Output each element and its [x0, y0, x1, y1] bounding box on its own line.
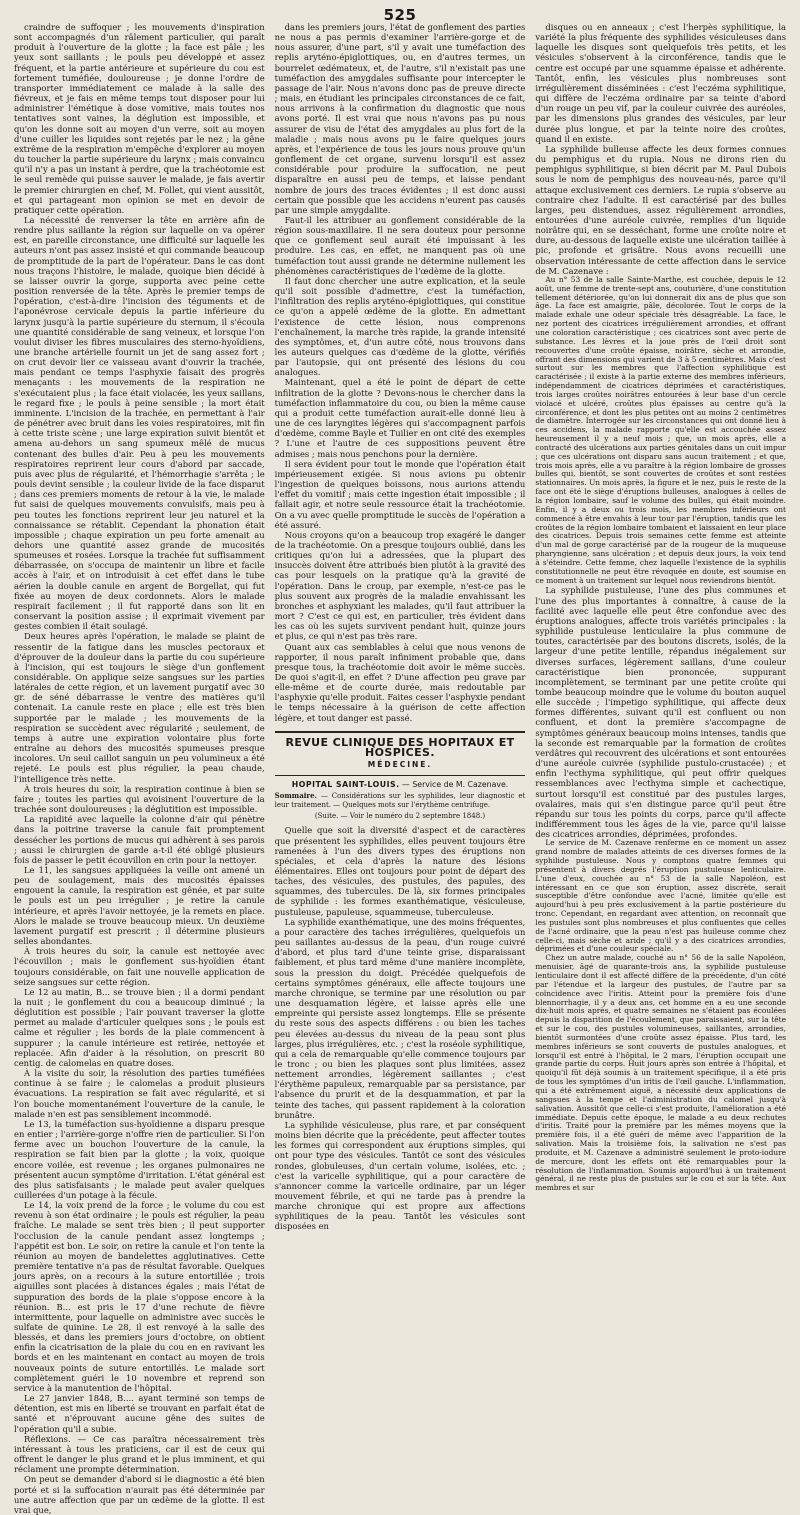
section-title: REVUE CLINIQUE DES HOPITAUX ET HOSPICES.	[285, 735, 515, 759]
summary	[275, 792, 526, 809]
paragraph: La syphilide pustuleuse, l'une des plus communes et l'une des plus importantes à connaître, à cause de la facilité avec laquelle elle peut être confondue avec des éruptions analogues, affecte trois variétés principales : la syphilide pustuleuse lenticulaire la plus commune de toutes, caractérisée par des boutons discrets, isolés, de la largeur d'une petite lentille, répandus inégalement sur diverses surfaces, légèrement saillans, d'une couleur caractéristique bien prononcée, suppurant incomplètement, se terminant par une petite croûte qui tombe beaucoup moindre que le volume du bouton auquel elle succède ; l'impetigo syphilitique, qui affecte deux formes différentes, suivant qu'il est confluent ou non confluent, et dont la première s'accompagne de symptômes généraux beaucoup moins intenses, tandis que la seconde est remarquable par la formation de croûtes verdâtres qui recouvrent des ulcérations et sont entourées d'une auréole cuivrée (syphilide pustulo-crustacée) ; et enfin l'ecthyma syphilitique, qui peut offrir quelques ressemblances avec l'ecthyma simple et cachectique, surtout lorsqu'il est constitué par des pustules larges, ovalaires, mais qui s'en distingue parce qu'il peut être répandu sur tous les points du corps, parce qu'il affecte indifféremment tous les âges de la vie, parce qu'il laisse des cicatrices arrondies, déprimées, profondes.	[535, 585, 787, 840]
paragraph: La rapidité avec laquelle la colonne d'air qui pénètre dans la poitrine traverse la canule fait promptement dessécher les portions de mucus qui adhèrent à ses parois ; aussi le chirurgien de garde a-t-il été obligé plusieurs fois de passer le petit écouvillon en crin pour la nettoyer.	[14, 814, 265, 865]
column-right	[535, 22, 787, 1193]
paragraph: On peut se demander d'abord si le diagnostic a été bien porté et si la suffocation n'aurait pas été déterminée par une autre affection que par un œdème de la glotte. Il est vrai que,	[14, 1474, 265, 1515]
right-middle-text	[535, 585, 786, 839]
hospital-service: — Service de M. Cazenave.	[402, 780, 509, 790]
hospital-line	[275, 780, 526, 790]
case-paragraph: Au n° 53 de la salle Sainte-Marthe, est couchée, depuis le 12 août, une femme de trente-sept ans, couturière, d'une constitution tellement détériorée, qu'on lui donnerait dix ans de plus que son âge. La face est amaigrie, pâle, décolorée. Tout le corps de la malade exhale une odeur spéciale très désagréable. La face, le nez portent des cicatrices irrégulièrement arrondies, et offrant une coloration caractéristique ; ces cicatrices sont avec perte de substance. Les lèvres et la joue près de l'œil droit sont recouvertes d'une croûte épaisse, noirâtre, sèche et arrondie, offrant des dimensions qui varient de 3 à 5 centimètres. Mais c'est surtout sur les membres que l'affection syphilitique est caractérisée ; il existe à la partie externe des membres inférieurs, indépendamment de cicatrices déprimées et caractéristiques, trois larges croûtes noirâtres entourées à leur base d'un cercle violacé et ulcéré, croûtes plus épaisses au centre qu'à la circonférence, et dont les plus petites ont au moins 2 centimètres de diamètre. Interrogée sur les circonstances qui ont donné lieu à ces accidens, la malade rapporte qu'elle est accouchée assez heureusement il y a neuf mois ; que, un mois après, elle a contracté des ulcérations aux parties génitales dans un cuit impur ; que ces ulcérations ont disparu sans aucun traitement ; et que, trois mois après, elle a vu paraître à la région lombaire de grosses bulles qui, bientôt, se sont couvertes de croûtes et sont restées stationnaires. Un mois après, la figure et le nez, puis le reste de la face ont été le siège d'éruptions bulleuses, analogues à celles de la région lombaire, sauf le volume des bulles, qui était moindre. Enfin, il y a deux ou trois mois, les membres inférieurs ont commencé à être envahis à leur tour par l'éruption, tandis que les croûtes de la région lombaire tombaient et laissaient en leur place des cicatrices. Depuis trois semaines cette femme est atteinte d'un mal de gorge caractérisé par de la rougeur de la muqueuse pharyngienne, sans ulcération ; et depuis deux jours, la voix tend à s'éteindre. Cette femme, chez laquelle l'existence de la syphilis constitutionnelle ne peut être révoquée en doute, est soumise en ce moment à un traitement sur lequel nous reviendrons bientôt.	[535, 274, 787, 585]
middle-top-text	[275, 22, 526, 723]
paragraph: Le 14, la voix prend de la force ; le volume du cou est revenu à son état ordinaire ; le pouls est régulier, la peau fraîche. Le malade se sent très bien ; il peut supporter l'occlusion de la canule pendant assez longtemps ; l'appétit est bon. Le soir, on retire la canule et l'on tente la réunion au moyen de bandelettes agglutinatives. Cette première tentative n'a pas de résultat favorable. Quelques jours après, on a recours à la suture entortillée ; trois aiguilles sont placées à distances égales ; mais l'état de suppuration des bords de la plaie s'oppose encore à la réunion. B... est pris le 17 d'une rechute de fièvre intermittente, pour laquelle on administre avec succès le sulfate de quinine. Le 28, il est renvoyé à la salle des blessés, et dans les premiers jours d'octobre, on obtient enfin la cicatrisation de la plaie du cou en en ravivant les bords et en les maintenant en contact au moyen de trois nouveaux points de suture entortillés. Le malade sort complètement guéri le 10 novembre et reprend son service à la manutention de l'hôpital.	[14, 1200, 265, 1393]
paragraph: Quelle que soit la diversité d'aspect et de caractères que présentent les syphilides, elles peuvent toujours être ramenées à l'un des divers types des éruptions non spéciales, et cela d'après la nature des lésions élémentaires. Elles ont toujours pour point de départ des taches, des vésicules, des pustules, des papules, des squammes, des tubercules. De là, six formes principales de syphilide : les formes exanthématique, vésiculeuse, pustuleuse, papuleuse, squammeuse, tuberculeuse.	[274, 825, 526, 917]
paragraph: À trois heures du soir, la respiration continue à bien se faire ; toutes les parties qui avoisinent l'ouverture de la trachée sont douloureuses ; la déglutition est impossible.	[14, 783, 265, 815]
paragraph: Réflexions. — Ce cas paraîtra nécessairement très intéressant à tous les praticiens, car il est de ceux qui offrent le danger le plus grand et le plus imminent, et qui réclament une prompte détermination.	[14, 1433, 265, 1475]
summary-label: Sommaire.	[274, 791, 317, 801]
paragraph: Nous croyons qu'on a beaucoup trop exagéré le danger de la trachéotomie. On a presque toujours oublié, dans les critiques qu'on lui a adressées, que la plupart des insuccès doivent être attribués bien plutôt à la gravité des cas pour lesquels on la pratique qu'à la gravité de l'opération. Dans le croup, par exemple, n'est-ce pas le plus souvent aux progrès de la maladie envahissant les bronches et asphyxiant les malades, qu'il faut attribuer la mort ? C'est ce qui est, en particulier, très évident dans les cas où les sujets survivent pendant huit, quinze jours et plus, ce qui n'est pas très rare.	[274, 529, 526, 642]
hospital-name: HOPITAL SAINT-LOUIS.	[291, 780, 400, 790]
paragraph: Il sera évident pour tout le monde que l'opération était impérieusement exigée. Si nous avions pu obtenir l'ingestion de quelques boissons, nous aurions attendu l'effet du vomitif ; mais cette ingestion était impossible ; il fallait agir, et notre seule ressource était la trachéotomie. On a vu avec quelle promptitude le succès de l'opération a été assuré.	[274, 458, 526, 530]
case-observation-1	[535, 276, 786, 586]
section-header	[275, 731, 526, 776]
paragraph: La nécessité de renverser la tête en arrière afin de rendre plus saillante la région sur laquelle on va opérer est, en pareille circonstance, une difficulté sur laquelle les auteurs n'ont pas assez insisté et qui commande beaucoup de promptitude de la part de l'opérateur. Dans le cas dont nous traçons l'histoire, le malade, quoique bien décidé à se laisser ouvrir la gorge, supporta avec peine cette position renversée de la tête. Après le premier temps de l'opération, c'est-à-dire l'incision des téguments et de l'aponévrose cervicale depuis la partie inférieure du larynx jusqu'à la partie supérieure du sternum, il s'écoula une quantité considérable de sang veineux, et lorsque l'on voulut diviser les fibres musculaires des sterno-hyoïdiens, une branche artérielle fournit un jet de sang assez fort ; on crut devoir lier ce vaisseau avant d'ouvrir la trachée, mais pendant ce temps l'asphyxie faisait des progrès menaçants : les mouvements de la respiration ne s'exécutaient plus ; la face était violacée, les yeux saillans, le regard fixe ; le pouls à peine sensible ; la mort était imminente. L'incision de la trachée, en permettant à l'air de pénétrer avec bruit dans les voies respiratoires, mit fin à cette triste scène ; une large expiration suivit bientôt et amena au-dehors un sang spumeux mêlé de mucus contenant des bulles d'air. Peu à peu les mouvements respiratoires reprirent leur cours d'abord par saccade, puis avec plus de régularité, et l'hémorrhagie s'arrêta ; le pouls devint sensible ; la couleur livide de la face disparut ; dans ces premiers moments de retour à la vie, le malade fut saisi de quelques mouvements convulsifs, mais peu à peu toutes les fonctions reprirent leur jeu naturel et la connaissance se rétablit. Cependant la phonation était impossible ; chaque expiration un peu forte amenait au dehors une quantité assez grande de mucosités spumeuses et rosées. Lorsque la trachée fut suffisamment débarrassée, on s'occupa de maintenir un libre et facile accès à l'air, et on introduisit à cet effet dans le tube aérien la double canule en argent de Borgellat, qui fut fixée au moyen de deux cordonnets. Alors le malade respirait facilement ; il fut rapporté dans son lit en conservant la position assise ; il exprimait vivement par gestes combien il était soulagé.	[14, 214, 265, 632]
paragraph: Le 13, la tuméfaction sus-hyoïdienne a disparu presque en entier ; l'arrière-gorge n'offre rien de particulier. Si l'on ferme avec un bouchon l'ouverture de la canule, la respiration se fait bien par la glotte ; la voix, quoique encore voilée, est revenue ; les organes pulmonaires ne présentent aucun symptôme d'irritation. L'état général est des plus satisfaisants ; le malade peut avaler quelques cuillerées d'un potage à la fécule.	[14, 1118, 265, 1200]
paragraph: Quant aux cas semblables à celui que nous venons de rapporter, il nous paraît infiniment probable que, dans presque tous, la trachéotomie doit avoir le même succès. De quoi s'agit-il, en effet ? D'une affection peu grave par elle-même et de courte durée, mais redoutable par l'asphyxie qu'elle produit. Faites cesser l'asphyxie pendant le temps nécessaire à la guérison de cette affection légère, et tout danger est passé.	[274, 641, 526, 723]
paragraph: dans les premiers jours, l'état de gonflement des parties ne nous a pas permis d'examiner l'arrière-gorge et de nous assurer, d'une part, s'il y avait une tuméfaction des replis aryténo-épiglottiques, ou, en d'autres termes, un bourrelet œdémateux, et, de l'autre, s'il n'existait pas une tuméfaction des amygdales suffisante pour intercepter le passage de l'air. Nous n'avons donc pas de preuve directe ; mais, en étudiant les principales circonstances de ce fait, nous arrivons à la confirmation du diagnostic que nous avons porté. Il est vrai que nous n'avons pas pu nous assurer de visu de l'état des amygdales au plus fort de la maladie ; mais nous avons pu le faire quelques jours après, et l'expérience de tous les jours nous prouve qu'un gonflement de cet organe, survenu lorsqu'il est assez considérable pour produire la suffocation, ne peut disparaître en aussi peu de temps, et laisse pendant nombre de jours des traces évidentes ; il est donc aussi certain que possible que les accidens n'eurent pas causés par une simple amygdalite.	[274, 22, 526, 215]
paragraph: Le 11, les sangsues appliquées la veille ont amené un peu de soulagement, mais des mucosités épaisses engouent la canule, la respiration est gênée, et par suite le pouls est un peu irrégulier ; je retire la canule intérieure, et après l'avoir nettoyée, je la remets en place. Alors le malade se trouve beaucoup mieux. Un deuxième lavement purgatif est prescrit ; il détermine plusieurs selles abondantes.	[14, 864, 265, 947]
paragraph: Maintenant, quel a été le point de départ de cette infiltration de la glotte ? Devons-nous le chercher dans la tuméfaction inflammatoire du cou, ou bien la même cause qui a produit cette tuméfaction aurait-elle donné lieu à une de ces laryngites légères qui s'accompagnent parfois d'œdème, comme Bayle et Tuilier en ont cité des exemples ? L'une et l'autre de ces suppositions peuvent être admises ; mais nous penchons pour la dernière.	[274, 377, 526, 459]
column-middle	[274, 22, 526, 1232]
paragraph: À trois heures du soir, la canule est nettoyée avec l'écouvillon ; mais le gonflement sus-hyoïdien étant toujours considérable, on fait une nouvelle application de seize sangsues sur cette région.	[14, 946, 265, 987]
paragraph: Le 12 au matin, B... se trouve bien ; il a dormi pendant la nuit ; le gonflement du cou a beaucoup diminué ; la déglutition est possible ; l'air pouvant traverser la glotte permet au malade d'articuler quelques sons ; le pouls est calme et régulier ; les bords de la plaie commencent à suppurer ; la canule intérieure est retirée, nettoyée et replacée. Afin d'aider à la résolution, on prescrit 80 centig. de calomelas en quatre doses.	[14, 986, 265, 1068]
case-observation-2	[535, 839, 786, 1193]
paragraph: Le 27 janvier 1848, B.... ayant terminé son temps de détention, est mis en liberté se trouvant en parfait état de santé et n'éprouvant aucune gêne des suites de l'opération qu'il a subie.	[14, 1393, 265, 1434]
section-subtitle: MÉDECINE.	[367, 760, 433, 770]
paragraph: craindre de suffoquer ; les mouvements d'inspiration sont accompagnés d'un râlement particulier, qui paraît produit à l'ouverture de la glotte ; la face est pâle ; les yeux sont saillants ; le pouls peu développé et assez fréquent, et la partie antérieure et supérieure du cou est fortement tuméfiée, douloureuse ; je donne l'ordre de transporter immédiatement ce malade à la salle des fiévreux, et je fais en même temps tout disposer pour lui administrer l'émétique à dose vomitive, mais toutes nos tentatives sont vaines, la déglution est impossible, et qu'on les donne soit au moyen d'un verre, soit au moyen d'une cuiller les liquides sont rejetés par le nez ; la gêne extrême de la respiration m'empêche d'explorer au moyen du toucher la partie supérieure du larynx ; mais convaincu qu'il n'y a pas un instant à perdre, que la trachéotomie est le seul remède qui puisse sauver le malade, je fais avertir le premier chirurgien en chef, M. Follet, qui vient aussitôt, et qui partageant mon opinion se met en devoir de pratiquer cette opération.	[14, 22, 265, 215]
paragraph: disques ou en anneaux ; c'est l'herpès syphilitique, la variété la plus fréquente des syphilides vésiculeuses dans laquelle les disques sont quelquefois très petits, et les vésicules s'observent à la circonférence, tandis que le centre est occupé par une squamme épaisse et adhérente. Tantôt, enfin, les vésicules plus nombreuses sont irrégulièrement disséminées : c'est l'eczéma syphilitique, qui diffère de l'eczéma ordinaire par sa teinte d'abord d'un rouge un peu vif, par la couleur cuivrée des auréoles, par les dimensions plus grandes des vésicules, par leur durée plus longue, et par la teinte noire des croûtes, quand il en existe.	[535, 22, 787, 144]
paragraph: Deux heures après l'opération, le malade se plaint de ressentir de la fatigue dans les muscles pectoraux et d'éprouver de la douleur dans la partie du cou supérieure à l'incision, qui est toujours le siège d'un gonflement considérable. On applique seize sangsues sur les parties latérales de cette région, et un lavement purgatif avec 30 gr. de séné débarrasse le ventre des matières qu'il contenait. La canule reste en place ; elle est très bien supportée par le malade ; les mouvements de la respiration se succèdent avec régularité ; seulement, de temps à autre une expiration volontaire plus forte entraîne au dehors des mucosités spumeuses presque incolores. Un seul caillot sanguin un peu volumineux a été rejeté. Le pouls est plus régulier, la peau chaude, l'intelligence très nette.	[14, 631, 265, 784]
section-rule-top	[275, 731, 526, 733]
paragraph: Faut-il les attribuer au gonflement considérable de la région sous-maxillaire. Il ne sera douteux pour personne que ce gonflement seul aurait été impuissant à les produire. Les cas, en effet, ne manquent pas où une tuméfaction tout aussi grande ne détermine nullement les phénomènes caractéristiques de l'œdème de la glotte.	[274, 214, 526, 276]
case-paragraph: Le service de M. Cazenave renferme en ce moment un assez grand nombre de malades atteints de ces diverses formes de la syphilide pustuleuse. Nous y comptons quatre femmes qui présentent à divers degrés l'éruption pustuleuse lenticulaire. L'une d'eux, couchée au n° 53 de la salle Napoléon, est intéressant en ce que son éruption, assez discrète, serait susceptible d'être confondue avec l'acné, limitée qu'elle est aujourd'hui à peu près exclusivement à la partie postérieure du tronc. Cependant, en regardant avec attention, on reconnaît que les pustules sont plus nombreuses et plus confluentes que celles de l'acné ordinaire, que la peau n'est pas huileuse comme chez celle-ci, mais sèche et aride ; qu'il y a des cicatrices arrondies, déprimées et d'une couleur spéciale.	[535, 838, 787, 954]
continuation-note: (Suite. — Voir le numéro du 2 septembre 1848.)	[314, 812, 486, 821]
right-top-text	[535, 22, 786, 276]
text-columns	[14, 22, 787, 1515]
paragraph: La syphilide exanthématique, une des moins fréquentes, a pour caractère des taches irrégulières, quelquefois un peu saillantes au-dessus de la peau, d'un rouge cuivré d'abord, et plus tard d'une teinte grise, disparaissant faiblement, et plus tard même d'une manière incomplète, sous la pression du doigt. Précédée quelquefois de certains symptômes généraux, elle affecte toujours une marche chronique, se termine par une résolution ou par une desquamation légère, et laisse après elle une empreinte qui persiste assez longtemps. Elle se présente du reste sous des aspects différens : ou bien les taches peu élevées au-dessus du niveau de la peau sont plus larges, plus irrégulières, etc. ; c'est la roséole syphilitique, qui a cela de remarquable qu'elle commence toujours par le tronc ; ou bien les plaques sont plus limitées, assez nettement arrondies, légèrement saillantes ; c'est l'érythème papuleux, remarquable par sa persistance, par l'absence du prurit et de la desquammation, et par la teinte des taches, qui passent rapidement à la coloration brunâtre.	[274, 916, 526, 1120]
section-rule-bottom	[275, 775, 526, 776]
paragraph: Il faut donc chercher une autre explication, et la seule qu'il soit possible d'admettre, c'est la tuméfaction, l'infiltration des replis aryténo-épiglottiques, qui constitue ce qu'on a appelé œdème de la glotte. En admettant l'existence de cette lésion, nous comprenons l'enchaînement, la marche très rapide, la grande intensité des symptômes, et, d'un autre côté, nous trouvons dans les auteurs quelques cas d'œdème de la glotte, vérifiés par l'autopsie, qui ont présenté des lésions du cou analogues.	[274, 275, 526, 378]
paragraph: À la visite du soir, la résolution des parties tuméfiées continue à se faire ; le calomelas a produit plusieurs évacuations. La respiration se fait avec régularité, et si l'on bouche momentanément l'ouverture de la canule, le malade n'en est pas sensiblement incommodé.	[14, 1068, 265, 1119]
case-paragraph: Chez un autre malade, couché au n° 56 de la salle Napoléon, menuisier, âgé de quarante-trois ans, la syphilide pustuleuse lenticulaire dont il est affecté diffère de la précédente, d'un côté par l'étendue et la largeur des pustules, de l'autre par sa coïncidence avec l'iritis. Atteint pour la première fois d'une blennorrhagie, il y a deux ans, cet homme en a eu une seconde dix-huit mois après, et quatre semaines ne s'étaient pas écoulées depuis la disparition de l'écoulement, que paraissaient, sur la tête et sur le cou, des pustules volumineuses, saillantes, arrondies, bientôt surmontées d'une croûte assez épaisse. Plus tard, les membres inférieurs se sont couverts de pustules analogues, et lorsqu'il est entré à l'hôpital, le 2 mars, l'éruption occupait une grande partie du corps. Huit jours après son entrée à l'hôpital, et quoiqu'il fût déjà soumis à un traitement spécifique, il a été pris de tous les symptômes d'un iritis de l'œil gauche. L'inflammation, qui a été extrêmement aiguë, a nécessité deux applications de sangsues à la tempe et l'administration du calomel jusqu'à salivation. Aussitôt que celle-ci s'est produite, l'amélioration a été immédiate. Depuis cette époque, le malade a eu deux rechutes d'iritis. Traité pour la première par les mêmes moyens que la première fois, il a été guéri de même avec l'apparition de la salivation. Mais la troisième fois, la salivation ne s'est pas produite, et M. Cazenave a administré seulement le proto-iodure de mercure, dont les effets ont été remarquables pour la résolution de l'inflammation. Soumis aujourd'hui à un traitement général, il ne reste plus de pustules sur le cou et sur la tête. Aux membres et sur	[535, 953, 787, 1193]
middle-bottom-text	[275, 825, 526, 1231]
page-number: 525	[383, 6, 417, 24]
paragraph: La syphilide bulleuse affecte les deux formes connues du pemphigus et du rupia. Nous ne dirons rien du pemphigus syphilitique, si bien décrit par M. Paul Dubois sous le nom de pemphigus des nouveau-nés, parce qu'il attaque exclusivement ces derniers. Le rupia s'observe au contraire chez l'adulte. Il est caractérisé par des bulles larges, peu distendues, assez régulièrement arrondies, entourées d'une auréole cuivrée, remplies d'un liquide noirâtre qui, en se desséchant, forme une croûte noire et dure, au-dessous de laquelle existe une ulcération taillée à pic, profonde et grisâtre. Nous avons recueilli une observation intéressante de cette affection dans le service de M. Cazenave :	[535, 143, 787, 276]
summary-text: — Considérations sur les syphilides, leur diagnostic et leur traitement. — Quelques mots sur l'érythème centrifuge.	[274, 792, 526, 809]
column-left	[14, 22, 265, 1515]
paragraph: La syphilide vésiculeuse, plus rare, et par conséquent moins bien décrite que la précédente, peut affecter toutes les formes qui correspondent aux éruptions simples, qui ont pour type des vésicules. Tantôt ce sont des vésicules rondes, globuleuses, d'un certain volume, isolées, etc. ; c'est la varicelle syphilitique, qui a pour caractère de s'annoncer comme la varicelle ordinaire, par un léger mouvement fébrile, et qui ne tarde pas à prendre la marche chronique qui est propre aux affections syphilitiques de la peau. Tantôt les vésicules sont disposées en	[274, 1119, 526, 1232]
